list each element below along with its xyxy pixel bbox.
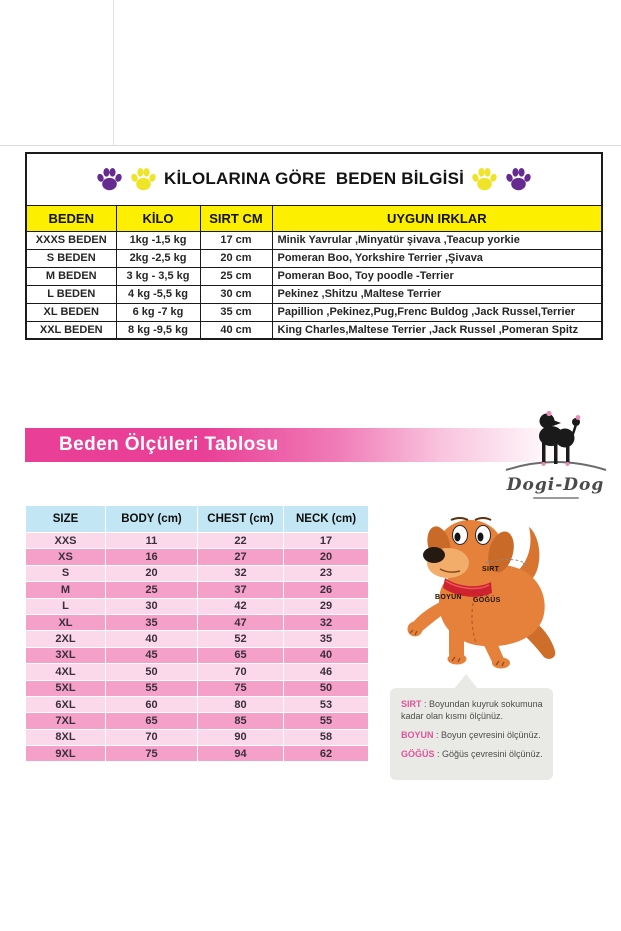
column-header-neck: NECK (cm) — [284, 506, 369, 533]
body-cell: 16 — [106, 549, 198, 565]
sirt-cell: 17 cm — [200, 231, 272, 249]
size-cell: 8XL — [26, 729, 106, 745]
neck-cell: 26 — [284, 582, 369, 598]
neck-cell: 35 — [284, 631, 369, 647]
beden-cell: S BEDEN — [26, 249, 116, 267]
table-row — [26, 533, 369, 549]
size-cell: 6XL — [26, 696, 106, 712]
chest-cell: 47 — [198, 614, 284, 630]
kilo-cell: 6 kg -7 kg — [116, 303, 200, 321]
table-row — [26, 321, 602, 339]
size-cell: S — [26, 565, 106, 581]
table-row — [26, 614, 369, 630]
info-label: GÖĞÜS — [401, 749, 435, 760]
header-row — [26, 205, 602, 231]
beden-cell: XXXS BEDEN — [26, 231, 116, 249]
column-header-chest: CHEST (cm) — [198, 506, 284, 533]
sirt-cell: 40 cm — [200, 321, 272, 339]
column-header-body: BODY (cm) — [106, 506, 198, 533]
size-cell: 5XL — [26, 680, 106, 696]
dog-neck-label: BOYUN — [435, 594, 462, 601]
paw-icon — [96, 167, 123, 192]
neck-cell: 50 — [284, 680, 369, 696]
body-cell: 50 — [106, 664, 198, 680]
logo-text: Dogi-Dog — [506, 475, 605, 495]
neck-cell: 55 — [284, 713, 369, 729]
chest-cell: 27 — [198, 549, 284, 565]
table-row — [26, 285, 602, 303]
irklar-cell: Pekinez ,Shitzu ,Maltese Terrier — [272, 285, 602, 303]
info-line — [401, 748, 544, 760]
size-cell: M — [26, 582, 106, 598]
table-row — [26, 549, 369, 565]
dog-back-label: SIRT — [482, 566, 500, 573]
body-cell: 75 — [106, 746, 198, 762]
title-row — [26, 153, 602, 205]
paw-icon — [505, 167, 532, 192]
info-line — [401, 729, 544, 741]
sirt-cell: 30 cm — [200, 285, 272, 303]
chest-cell: 65 — [198, 647, 284, 663]
logo-tagline — [533, 497, 579, 499]
irklar-cell: Pomeran Boo, Toy poodle -Terrier — [272, 267, 602, 285]
size-cell: 3XL — [26, 647, 106, 663]
gridline-horizontal — [0, 145, 621, 146]
size-cell: XS — [26, 549, 106, 565]
neck-cell: 58 — [284, 729, 369, 745]
body-cell: 11 — [106, 533, 198, 549]
table-row — [26, 582, 369, 598]
column-header-beden: BEDEN — [26, 205, 116, 231]
size-cell: XL — [26, 614, 106, 630]
chest-cell: 90 — [198, 729, 284, 745]
chest-cell: 52 — [198, 631, 284, 647]
kilo-cell: 8 kg -9,5 kg — [116, 321, 200, 339]
dogi-dog-logo — [498, 408, 613, 504]
body-cell: 40 — [106, 631, 198, 647]
neck-cell: 46 — [284, 664, 369, 680]
kilo-cell: 2kg -2,5 kg — [116, 249, 200, 267]
dog-illustration — [388, 505, 573, 677]
gridline-vertical — [113, 0, 114, 145]
paw-icon — [130, 167, 157, 192]
irklar-cell: King Charles,Maltese Terrier ,Jack Russel ,Pomeran Spitz — [272, 321, 602, 339]
info-label: BOYUN — [401, 730, 434, 741]
neck-cell: 29 — [284, 598, 369, 614]
chest-cell: 75 — [198, 680, 284, 696]
kilo-cell: 4 kg -5,5 kg — [116, 285, 200, 303]
banner-title: Beden Ölçüleri Tablosu — [59, 434, 279, 455]
column-header-kilo: KİLO — [116, 205, 200, 231]
chest-cell: 32 — [198, 565, 284, 581]
body-cell: 60 — [106, 696, 198, 712]
body-cell: 45 — [106, 647, 198, 663]
column-header-size: SIZE — [26, 506, 106, 533]
irklar-cell: Minik Yavrular ,Minyatür şivava ,Teacup yorkie — [272, 231, 602, 249]
neck-cell: 53 — [284, 696, 369, 712]
dog-chest-label: GÖĞÜS — [473, 597, 501, 604]
irklar-cell: Pomeran Boo, Yorkshire Terrier ,Şivava — [272, 249, 602, 267]
chest-cell: 85 — [198, 713, 284, 729]
chest-cell: 37 — [198, 582, 284, 598]
table-row — [26, 303, 602, 321]
chest-cell: 22 — [198, 533, 284, 549]
dog-drawing — [388, 505, 573, 677]
info-line — [401, 698, 544, 722]
table-row — [26, 729, 369, 745]
table-row — [26, 664, 369, 680]
size-cell: 7XL — [26, 713, 106, 729]
table-row — [26, 598, 369, 614]
info-label: SIRT — [401, 699, 422, 709]
chest-cell: 94 — [198, 746, 284, 762]
column-header-irklar: UYGUN IRKLAR — [272, 205, 602, 231]
measurement-info-box — [390, 688, 553, 780]
sirt-cell: 20 cm — [200, 249, 272, 267]
neck-cell: 20 — [284, 549, 369, 565]
table-row — [26, 631, 369, 647]
table-row — [26, 249, 602, 267]
size-cell: 4XL — [26, 664, 106, 680]
size-cell: XXS — [26, 533, 106, 549]
beden-cell: L BEDEN — [26, 285, 116, 303]
table-row — [26, 713, 369, 729]
measurement-table — [25, 505, 369, 762]
sirt-cell: 35 cm — [200, 303, 272, 321]
chest-cell: 42 — [198, 598, 284, 614]
paw-icon — [471, 167, 498, 192]
weight-table-title: KİLOLARINA GÖRE BEDEN BİLGİSİ — [164, 169, 465, 189]
info-text: : Boyun çevresini ölçünüz. — [433, 730, 541, 741]
chest-cell: 70 — [198, 664, 284, 680]
beden-cell: XL BEDEN — [26, 303, 116, 321]
neck-cell: 23 — [284, 565, 369, 581]
table-row — [26, 696, 369, 712]
column-header-sirt: SIRT CM — [200, 205, 272, 231]
body-cell: 35 — [106, 614, 198, 630]
header-row — [26, 506, 369, 533]
size-cell: 9XL — [26, 746, 106, 762]
beden-cell: M BEDEN — [26, 267, 116, 285]
body-cell: 20 — [106, 565, 198, 581]
table-row — [26, 267, 602, 285]
body-cell: 70 — [106, 729, 198, 745]
body-cell: 30 — [106, 598, 198, 614]
size-cell: 2XL — [26, 631, 106, 647]
sirt-cell: 25 cm — [200, 267, 272, 285]
info-text: : Boyundan kuyruk sokumuna kadar olan kısmı ölçünüz. — [401, 699, 543, 722]
table-row — [26, 746, 369, 762]
table-row — [26, 565, 369, 581]
body-cell: 25 — [106, 582, 198, 598]
table-row — [26, 647, 369, 663]
body-cell: 65 — [106, 713, 198, 729]
weight-size-table — [25, 152, 603, 340]
table-row — [26, 680, 369, 696]
kilo-cell: 3 kg - 3,5 kg — [116, 267, 200, 285]
poodle-icon — [498, 408, 613, 476]
size-cell: L — [26, 598, 106, 614]
body-cell: 55 — [106, 680, 198, 696]
neck-cell: 62 — [284, 746, 369, 762]
irklar-cell: Papillion ,Pekinez,Pug,Frenc Buldog ,Jack Russel,Terrier — [272, 303, 602, 321]
neck-cell: 32 — [284, 614, 369, 630]
neck-cell: 40 — [284, 647, 369, 663]
info-text: : Göğüs çevresini ölçünüz. — [434, 749, 543, 760]
neck-cell: 17 — [284, 533, 369, 549]
kilo-cell: 1kg -1,5 kg — [116, 231, 200, 249]
table-row — [26, 231, 602, 249]
beden-cell: XXL BEDEN — [26, 321, 116, 339]
chest-cell: 80 — [198, 696, 284, 712]
